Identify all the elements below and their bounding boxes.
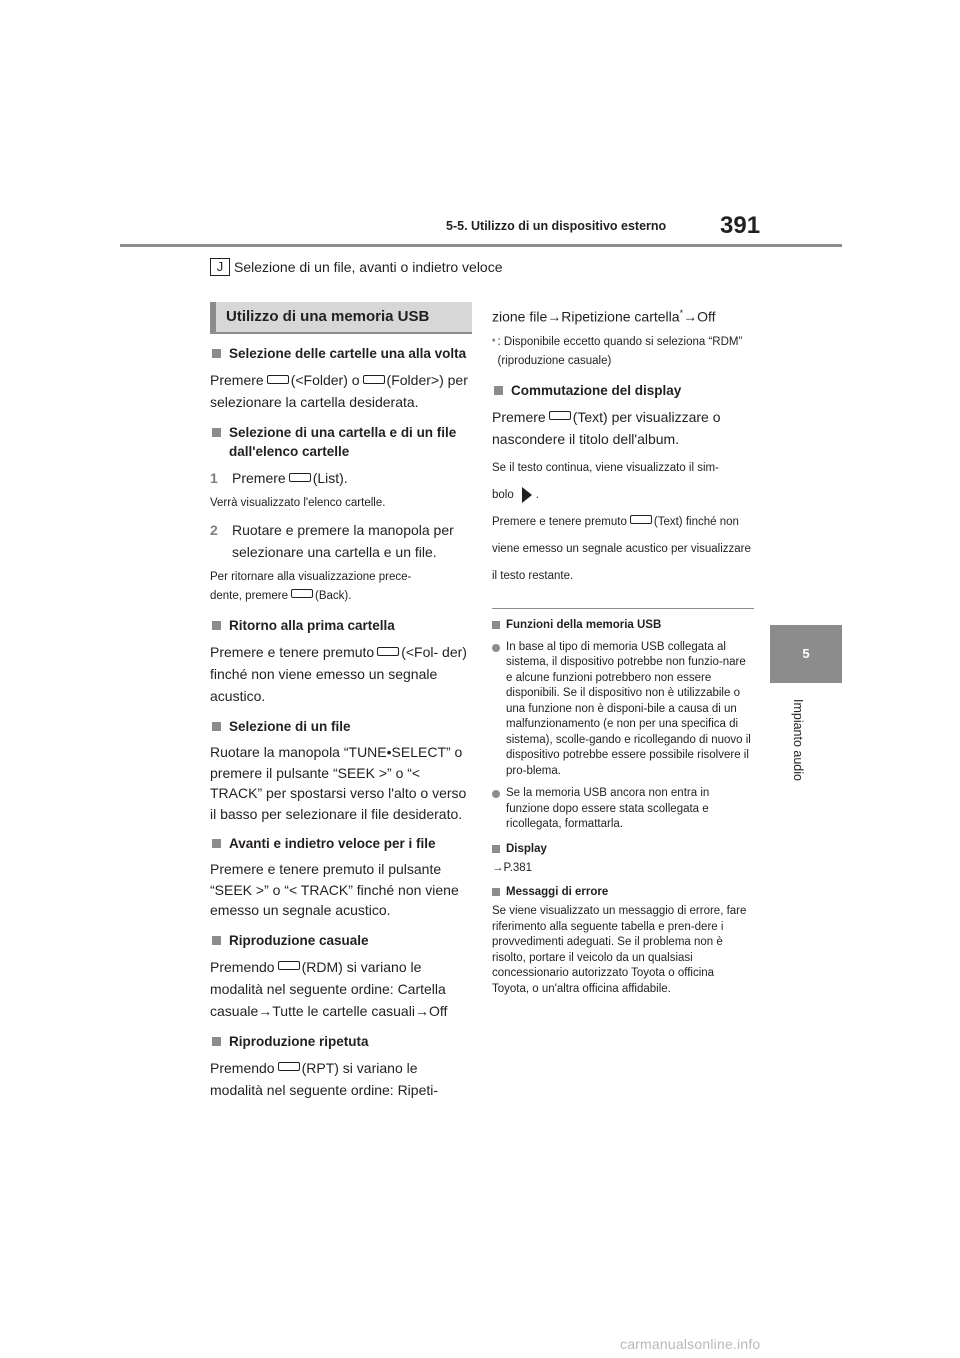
arrow-icon: → [258,1002,273,1019]
button-icon [377,647,399,656]
square-bullet-icon [212,1037,221,1046]
paragraph: Premere e tenere premuto il pulsante “SEEK >” o “< TRACK” finché non viene emesso un segnale acustico. [210,861,459,918]
circle-bullet-icon [492,644,500,652]
subheading-first-folder: Ritorno alla prima cartella [210,616,472,635]
paragraph: Premendo (RPT) si variano le modalità nel seguente ordine: Ripeti- [210,1059,439,1098]
right-column [492,302,754,997]
arrow-icon: → [492,861,504,874]
square-bullet-icon [492,888,500,896]
paragraph: Premere e tenere premuto (<Fol- der) finché non viene emesso un segnale acustico. [210,644,467,704]
subheading-select-file: Selezione di un file [210,717,472,736]
scroll-symbol-icon [522,487,532,503]
square-bullet-icon [492,621,500,629]
arrow-icon: → [683,308,698,325]
note-paragraph: Se viene visualizzato un messaggio di errore, fare riferimento alla seguente tabella e pren-dere i provvedimenti adeguati. Se il problema non è risolto, portare il veicolo da un qualsiasi concessionario autorizzato Toyota o officina Toyota, o un'altra officina affidabile. [492,905,747,995]
step-note: Per ritornare alla visualizzazione prece- dente, premere (Back). [210,571,412,602]
footnote: * : Disponibile eccetto quando si seleziona “RDM” (riproduzione casuale) [492,335,743,367]
button-icon [278,961,300,970]
circle-bullet-icon [492,790,500,798]
button-icon [630,515,652,524]
arrow-icon: → [547,308,562,325]
step-1: 1 Premere (List). [210,470,348,486]
step-2: 2 Ruotare e premere la manopola per selezionare una cartella e un file. [210,522,454,560]
square-bullet-icon [212,936,221,945]
arrow-icon: → [414,1002,429,1019]
note-bullet: Se la memoria USB ancora non entra in funzione dopo essere stata scollegata e ricollegata, formattarla. [492,786,754,833]
paragraph: Premere (<Folder) o (Folder>) per selezionare la cartella desiderata. [210,372,468,410]
note-bullet: In base al tipo di memoria USB collegata al sistema, il dispositivo potrebbe non funzio-nare e alcune funzioni potrebbero non essere disponibili. Se il dispositivo non è utilizzabile o una funzione non è disponi-bile a causa di un malfunzionamento (e non per una specifica di sistema), scolle-gando e ricollegando di nuovo il dispositivo potrebbe essere possibile risolvere il pro-blema. [492,640,754,780]
paragraph: Ruotare la manopola “TUNE•SELECT” o premere il pulsante “SEEK >” o “< TRACK” per spostarsi verso l'alto o verso il basso per selezionare il file desiderato. [210,744,467,822]
paragraph-continued: zione file→Ripetizione cartella*→Off [492,308,716,325]
button-icon [289,473,311,482]
button-icon [278,1062,300,1071]
square-bullet-icon [212,839,221,848]
square-bullet-icon [494,386,503,395]
note-heading-errors: Messaggi di errore [492,884,754,900]
paragraph: Premere (Text) per visualizzare o nascondere il titolo dell'album. [492,408,721,447]
note-heading-usb-functions: Funzioni della memoria USB [492,617,754,633]
subheading-display-switch: Commutazione del display [492,381,754,400]
figure-marker-line [210,258,503,276]
marker-letter: J [210,258,230,276]
button-icon [291,589,313,598]
square-bullet-icon [212,428,221,437]
square-bullet-icon [212,722,221,731]
note-heading-display: Display [492,841,754,857]
section-heading: Utilizzo di una memoria USB [210,302,472,334]
left-column [210,302,472,1101]
display-note: Se il testo continua, viene visualizzato il sim- bolo . Premere e tenere premuto (Text) finché non viene emesso un segnale acustico per visualizzare il testo restante. [492,461,751,582]
paragraph: Premendo (RDM) si variano le modalità nel seguente ordine: Cartella casuale→Tutte le cartelle casuali→Off [210,958,448,1019]
square-bullet-icon [212,349,221,358]
subheading-folders: Selezione delle cartelle una alla volta [210,344,472,363]
square-bullet-icon [212,621,221,630]
header-divider [120,244,842,247]
button-icon [363,375,385,384]
marker-text: Selezione di un file, avanti o indietro veloce [234,259,503,275]
section-title: 5-5. Utilizzo di un dispositivo esterno [446,219,667,233]
watermark: carmanualsonline.info [620,1336,761,1352]
button-icon [549,411,571,420]
subheading-repeat: Riproduzione ripetuta [210,1032,472,1051]
chapter-tab: 5 [770,625,842,683]
page-reference-link[interactable]: →P.381 [492,861,533,874]
subheading-fast-forward: Avanti e indietro veloce per i file [210,834,472,853]
step-note: Verrà visualizzato l'elenco cartelle. [210,497,386,509]
square-bullet-icon [492,845,500,853]
page-number: 391 [720,212,761,239]
notes-divider [492,608,754,609]
subheading-folder-list: Selezione di una cartella e di un file dall'elenco cartelle [210,423,472,461]
button-icon [267,375,289,384]
subheading-random: Riproduzione casuale [210,931,472,950]
chapter-label: Impianto audio [791,698,805,781]
